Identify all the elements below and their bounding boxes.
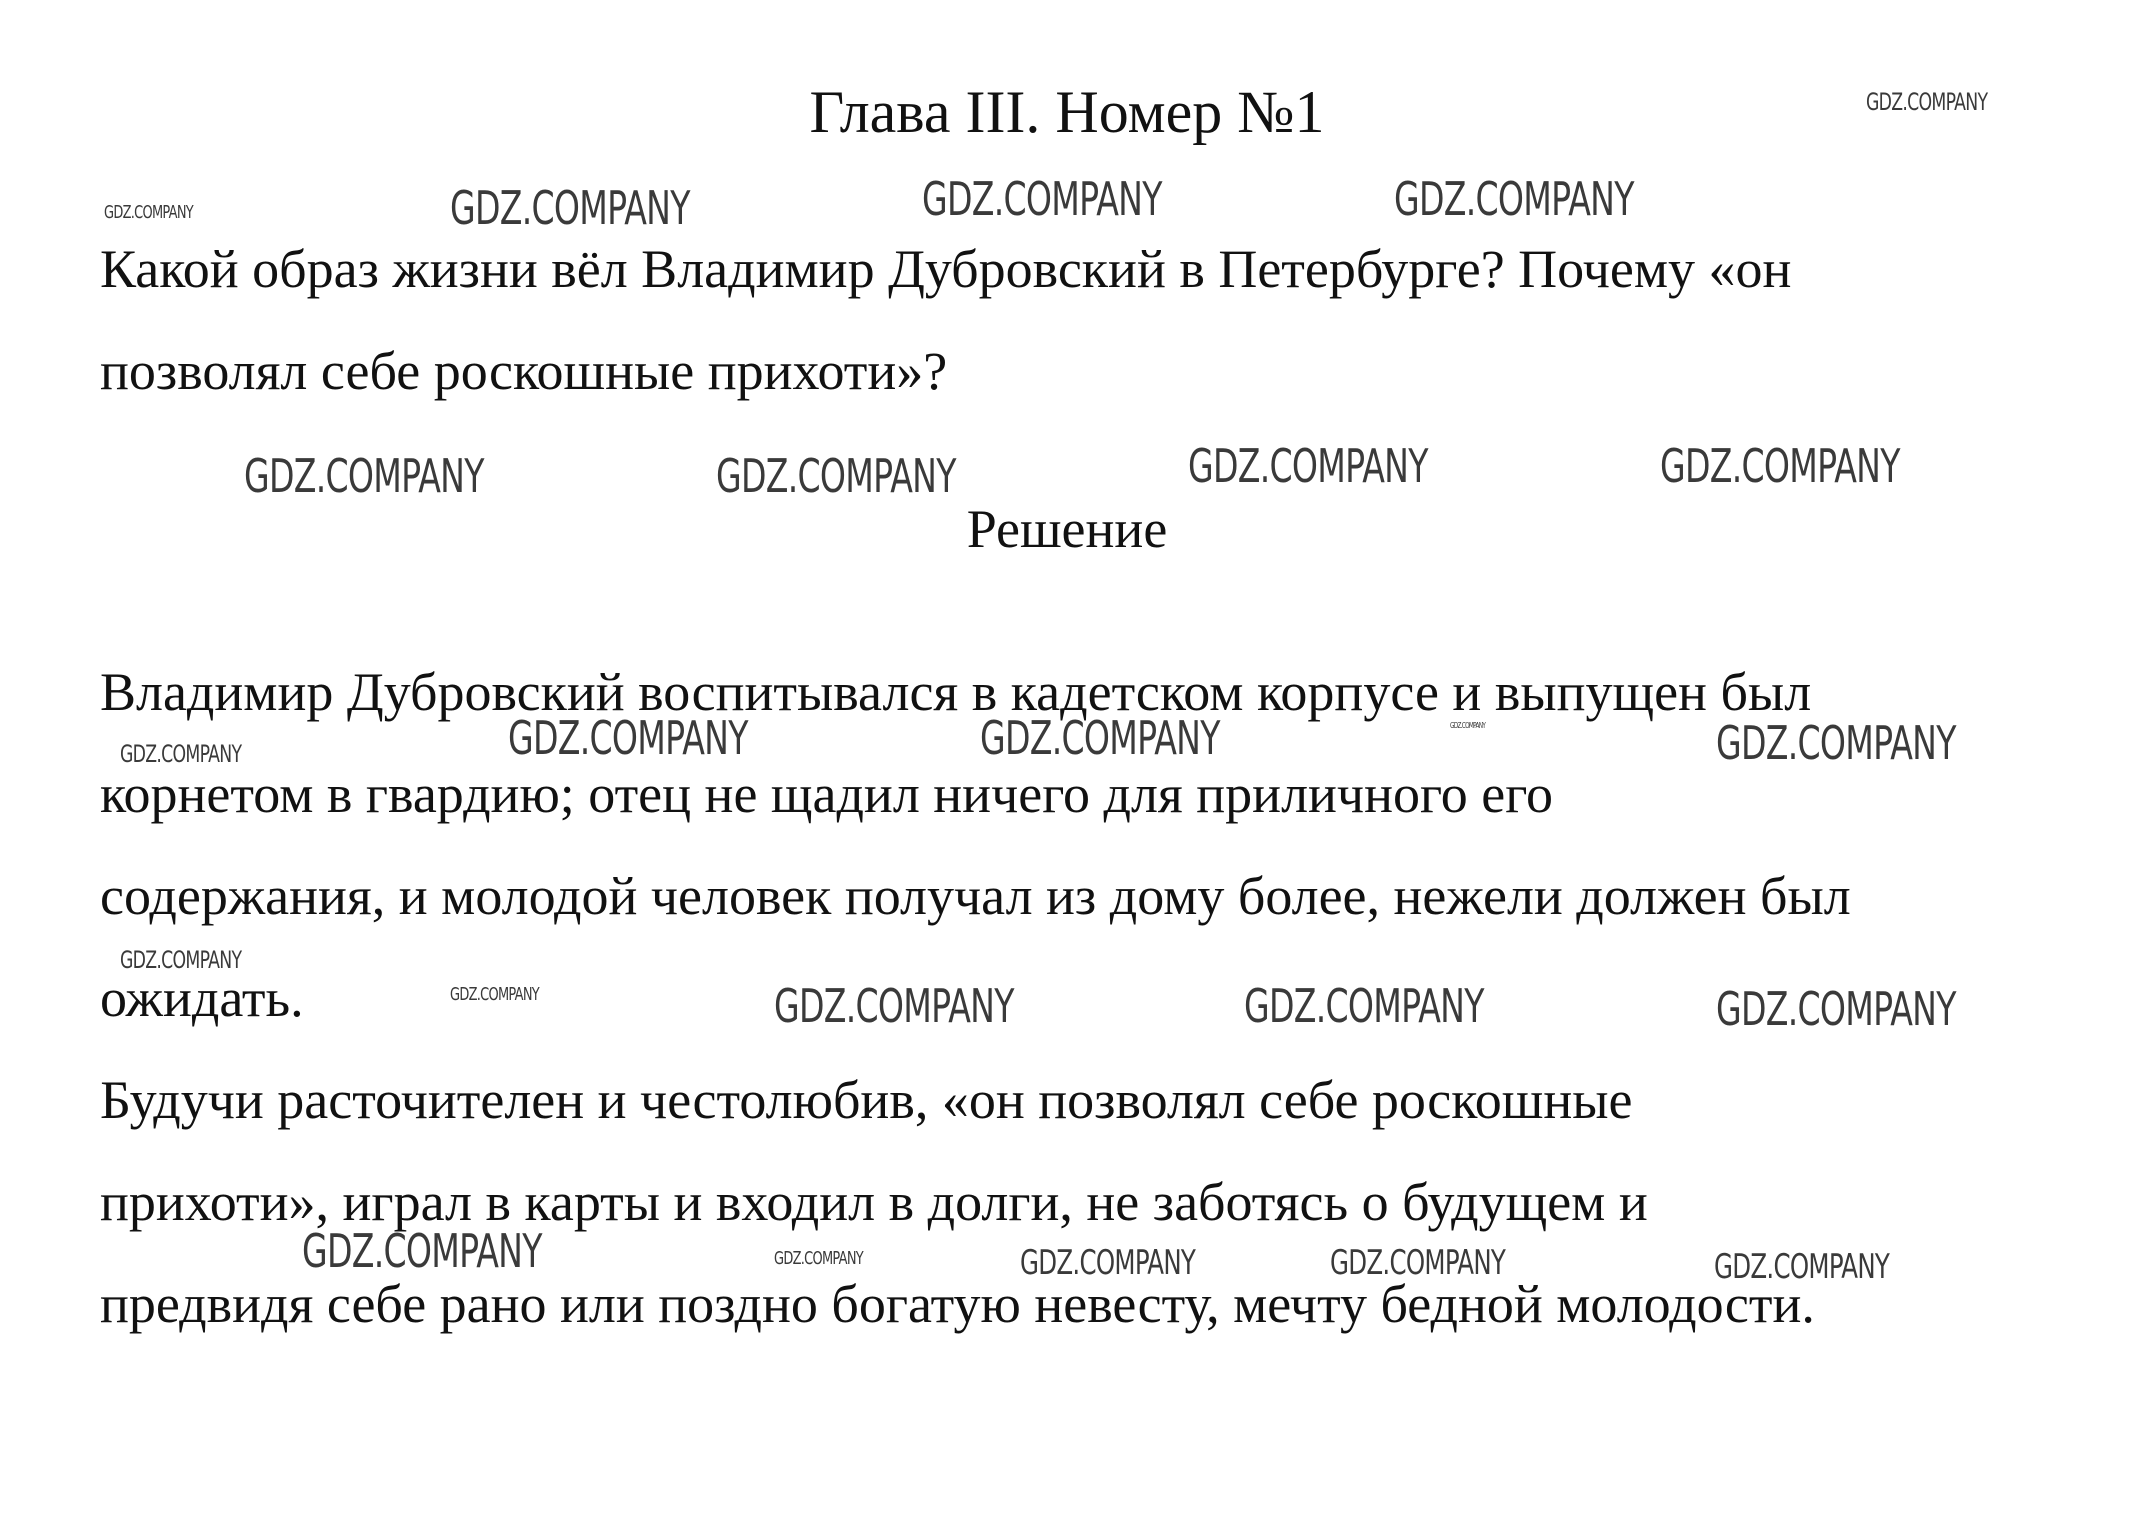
answer-line-5: Будучи расточителен и честолюбив, «он позволял себе роскошные bbox=[100, 1070, 1633, 1130]
watermark: GDZ.COMPANY bbox=[450, 984, 539, 1005]
watermark: GDZ.COMPANY bbox=[1660, 439, 1900, 493]
watermark: GDZ.COMPANY bbox=[120, 946, 242, 974]
answer-line-7: предвидя себе рано или поздно богатую невесту, мечту бедной молодости. bbox=[100, 1274, 1815, 1334]
watermark: GDZ.COMPANY bbox=[716, 449, 956, 503]
watermark: GDZ.COMPANY bbox=[302, 1224, 542, 1278]
watermark: GDZ.COMPANY bbox=[1394, 172, 1634, 226]
watermark: GDZ.COMPANY bbox=[508, 711, 748, 765]
answer-line-1: Владимир Дубровский воспитывался в кадетском корпусе и выпущен был bbox=[100, 662, 1812, 722]
watermark: GDZ.COMPANY bbox=[1020, 1243, 1196, 1283]
answer-line-4: ожидать. bbox=[100, 968, 304, 1028]
watermark: GDZ.COMPANY bbox=[244, 449, 484, 503]
watermark: GDZ.COMPANY bbox=[104, 202, 193, 223]
watermark: GDZ.COMPANY bbox=[922, 172, 1162, 226]
watermark: GDZ.COMPANY bbox=[1244, 979, 1484, 1033]
watermark: GDZ.COMPANY bbox=[1716, 716, 1956, 770]
watermark: GDZ.COMPANY bbox=[1714, 1247, 1890, 1287]
solution-heading: Решение bbox=[966, 499, 1168, 559]
watermark: GDZ.COMPANY bbox=[774, 1248, 863, 1269]
watermark: GDZ.COMPANY bbox=[774, 979, 1014, 1033]
watermark: GDZ.COMPANY bbox=[1450, 721, 1486, 730]
answer-line-3: содержания, и молодой человек получал из дому более, нежели должен был bbox=[100, 866, 1851, 926]
watermark: GDZ.COMPANY bbox=[1188, 439, 1428, 493]
question-line-2: позволял себе роскошные прихоти»? bbox=[100, 341, 948, 401]
watermark: GDZ.COMPANY bbox=[1866, 88, 1988, 116]
watermark: GDZ.COMPANY bbox=[1330, 1243, 1506, 1283]
question-line-1: Какой образ жизни вёл Владимир Дубровский в Петербурге? Почему «он bbox=[100, 239, 1792, 299]
page-title: Глава III. Номер №1 bbox=[809, 79, 1325, 145]
watermark: GDZ.COMPANY bbox=[980, 711, 1220, 765]
watermark: GDZ.COMPANY bbox=[1716, 982, 1956, 1036]
watermark: GDZ.COMPANY bbox=[450, 181, 690, 235]
answer-line-2: корнетом в гвардию; отец не щадил ничего для приличного его bbox=[100, 764, 1554, 824]
answer-line-6: прихоти», играл в карты и входил в долги, не заботясь о будущем и bbox=[100, 1172, 1648, 1232]
watermark: GDZ.COMPANY bbox=[120, 740, 242, 768]
